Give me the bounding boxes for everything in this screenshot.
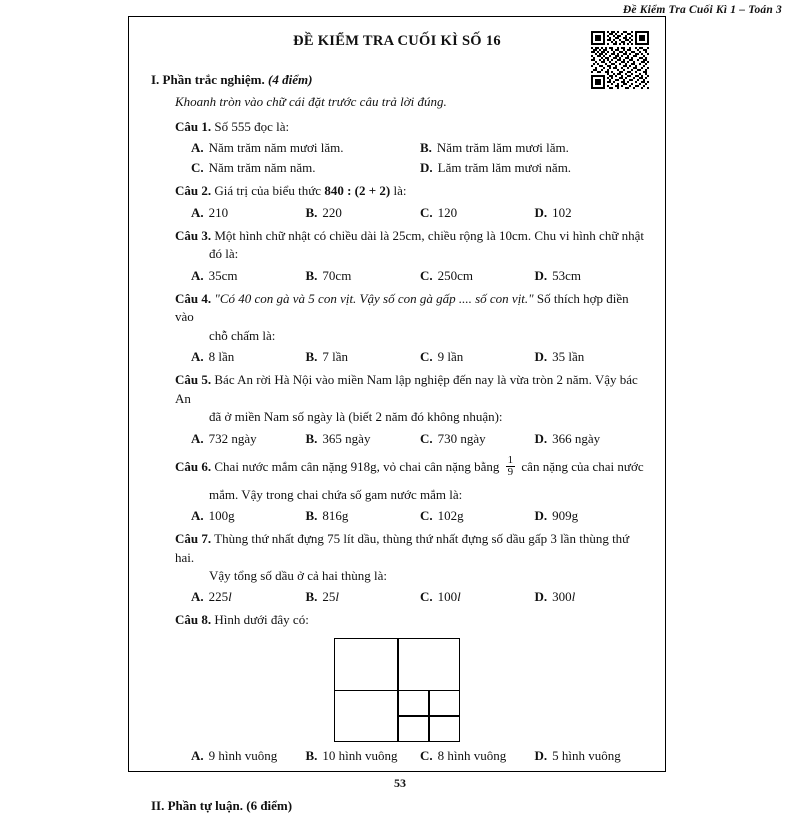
- question-6-text-pre: Chai nước mắm cân nặng 918g, vỏ chai cân nặng bằng: [214, 458, 503, 474]
- option-text: 102: [552, 204, 572, 220]
- option-text: 5 hình vuông: [552, 747, 621, 763]
- question-1-text: Số 555 đọc là:: [214, 119, 290, 134]
- section-1-instruction: Khoanh tròn vào chữ cái đặt trước câu trả lời đúng.: [175, 94, 447, 109]
- question-7-text: Thùng thứ nhất đựng 75 lít dầu, thùng thứ nhất đựng số dầu gấp 3 lần thùng thứ hai.: [175, 531, 630, 565]
- option-letter: A.: [191, 508, 204, 524]
- option-letter: D.: [534, 349, 548, 365]
- question-8-text: Hình dưới đây có:: [214, 612, 309, 628]
- question-5-text-cont: đã ở miền Nam số ngày là (biết 2 năm đó không nhuận):: [209, 409, 503, 425]
- running-head: Đề Kiểm Tra Cuối Kì 1 – Toán 3: [622, 4, 782, 16]
- option-c[interactable]: [420, 349, 535, 365]
- option-letter: B.: [305, 267, 318, 283]
- squares-diagram: [334, 638, 460, 742]
- option-d[interactable]: [535, 268, 650, 284]
- option-letter: C.: [420, 267, 433, 283]
- option-letter: A.: [191, 267, 204, 283]
- question-5-label: Câu 5.: [175, 372, 212, 388]
- option-d[interactable]: [535, 205, 650, 221]
- question-8-label: Câu 8.: [175, 612, 212, 628]
- question-7-text-cont: Vậy tổng số dầu ở cả hai thùng là:: [209, 567, 388, 583]
- question-1-options: [191, 140, 649, 156]
- page-number: 53: [394, 776, 406, 790]
- question-2-label: Câu 2.: [175, 183, 212, 199]
- option-unit: l: [457, 589, 461, 605]
- question-1-label: Câu 1.: [175, 119, 212, 134]
- question-7-options: [191, 589, 649, 605]
- section-2-label: II. Phần tự luận.: [151, 797, 243, 813]
- option-text: 35 lần: [552, 349, 585, 365]
- option-text: 53cm: [552, 267, 582, 283]
- option-text: 220: [322, 204, 342, 220]
- question-3: [175, 227, 649, 264]
- option-a[interactable]: [191, 205, 306, 221]
- question-7-label: Câu 7.: [175, 531, 212, 547]
- option-letter: D.: [534, 204, 548, 220]
- qr-code-icon: [591, 31, 649, 89]
- option-text: 8 hình vuông: [437, 747, 507, 763]
- option-a[interactable]: [191, 268, 306, 284]
- option-text: 250cm: [437, 267, 474, 283]
- option-b[interactable]: [306, 205, 421, 221]
- option-b[interactable]: [306, 268, 421, 284]
- option-text: 365 ngày: [322, 430, 371, 446]
- option-b[interactable]: [306, 349, 421, 365]
- page-title: ĐỀ KIỂM TRA CUỐI KÌ SỐ 16: [293, 33, 501, 49]
- question-2-expression: 840 : (2 + 2): [324, 183, 391, 199]
- question-5-text: Bác An rời Hà Nội vào miền Nam lập nghiệp đến nay là vừa tròn 2 năm. Vậy bác An: [175, 372, 638, 406]
- option-text: 25: [322, 589, 336, 605]
- option-d[interactable]: [535, 508, 650, 524]
- option-a[interactable]: [191, 431, 306, 447]
- section-2-heading: [151, 790, 649, 814]
- option-d[interactable]: [535, 349, 650, 365]
- question-5: [175, 371, 649, 426]
- option-b[interactable]: [420, 140, 649, 156]
- option-b[interactable]: [306, 748, 421, 764]
- option-letter: A.: [191, 430, 204, 446]
- option-b[interactable]: [306, 589, 421, 605]
- section-1-heading: [151, 72, 649, 88]
- question-4-quote: "Có 40 con gà và 5 con vịt. Vậy số con gà gấp .... số con vịt.": [214, 290, 534, 306]
- question-3-text: Một hình chữ nhật có chiều dài là 25cm, chiều rộng là 10cm. Chu vi hình chữ nhật: [214, 227, 645, 243]
- option-text: 909g: [552, 508, 579, 524]
- option-text: 8 lần: [208, 349, 235, 365]
- question-4-text-post: Số thích hợp điền vào: [175, 290, 629, 325]
- option-letter: C.: [420, 747, 433, 763]
- option-unit: l: [571, 589, 576, 605]
- option-letter: D.: [534, 430, 548, 446]
- option-letter: B.: [305, 508, 318, 524]
- option-unit: l: [228, 589, 232, 605]
- option-c[interactable]: [420, 268, 535, 284]
- option-letter: C.: [420, 430, 433, 446]
- question-4-options: [191, 349, 649, 365]
- diagram-sub-horizontal-line: [397, 715, 459, 717]
- option-text: Năm trăm năm mươi lăm.: [208, 140, 344, 156]
- option-text: Năm trăm lăm mươi lăm.: [436, 140, 569, 156]
- question-8-figure: [145, 638, 649, 742]
- option-text: 730 ngày: [437, 430, 486, 446]
- question-4: [175, 290, 649, 345]
- option-a[interactable]: [191, 508, 306, 524]
- option-letter: D.: [534, 508, 548, 524]
- fraction-denominator: 9: [507, 466, 514, 479]
- option-c[interactable]: [420, 508, 535, 524]
- option-d[interactable]: [535, 589, 650, 605]
- option-letter: C.: [191, 160, 204, 176]
- option-text: 35cm: [208, 267, 238, 283]
- option-letter: C.: [420, 589, 433, 605]
- question-6: [175, 453, 649, 505]
- option-a[interactable]: [191, 589, 306, 605]
- option-c[interactable]: [420, 431, 535, 447]
- question-2-text-post: là:: [390, 183, 407, 199]
- option-text: 7 lần: [322, 349, 349, 365]
- option-text: 70cm: [322, 267, 352, 283]
- option-d[interactable]: [535, 431, 650, 447]
- option-c[interactable]: [191, 160, 420, 176]
- option-text: 210: [208, 204, 229, 220]
- option-letter: A.: [191, 747, 204, 763]
- option-c[interactable]: [420, 748, 535, 764]
- question-2-options: [191, 205, 649, 221]
- option-text: 10 hình vuông: [322, 747, 398, 763]
- question-3-options: [191, 268, 649, 284]
- option-a[interactable]: [191, 349, 306, 365]
- option-d[interactable]: [535, 748, 650, 764]
- question-4-text-cont: chỗ chấm là:: [209, 327, 276, 343]
- question-6-text-post: cân nặng của chai nước: [518, 458, 644, 474]
- option-letter: D.: [534, 267, 548, 283]
- option-text: 120: [437, 204, 458, 220]
- question-2: [175, 182, 649, 200]
- option-text: 816g: [322, 508, 349, 524]
- question-6-options: [191, 508, 649, 524]
- question-7: [175, 530, 649, 585]
- question-3-text-cont: đó là:: [209, 246, 239, 262]
- option-c[interactable]: [420, 589, 535, 605]
- option-letter: A.: [191, 349, 204, 365]
- exam-sheet: [128, 16, 666, 813]
- option-a[interactable]: [191, 748, 306, 764]
- option-letter: C.: [420, 204, 433, 220]
- question-6-label: Câu 6.: [175, 458, 212, 474]
- question-1-options-row2: [191, 160, 649, 176]
- question-6-text-cont: mắm. Vậy trong chai chứa số gam nước mắm là:: [209, 486, 463, 502]
- option-text: 9 lần: [437, 349, 464, 365]
- option-letter: B.: [305, 589, 318, 605]
- diagram-horizontal-line: [335, 690, 459, 692]
- option-a[interactable]: [191, 140, 420, 156]
- option-letter: D.: [420, 160, 433, 176]
- option-text: Lăm trăm lăm mươi năm.: [437, 160, 572, 176]
- option-text: 9 hình vuông: [208, 747, 278, 763]
- fraction-numerator: 1: [507, 453, 514, 466]
- option-text: 102g: [437, 508, 464, 524]
- option-letter: B.: [305, 747, 318, 763]
- option-b[interactable]: [306, 508, 421, 524]
- option-letter: B.: [420, 140, 432, 156]
- option-letter: A.: [191, 204, 204, 220]
- option-text: Năm trăm năm năm.: [208, 160, 316, 176]
- option-text: 100: [437, 589, 458, 605]
- option-text: 100g: [208, 508, 235, 524]
- option-text: 732 ngày: [208, 430, 257, 446]
- question-3-label: Câu 3.: [175, 227, 212, 243]
- option-letter: B.: [305, 204, 318, 220]
- fraction: [506, 455, 516, 479]
- option-text: 366 ngày: [552, 430, 601, 446]
- option-unit: l: [335, 589, 340, 605]
- option-text: 300: [552, 589, 572, 605]
- option-b[interactable]: [306, 431, 421, 447]
- section-1-points: (4 điểm): [268, 72, 313, 87]
- question-4-label: Câu 4.: [175, 290, 212, 306]
- option-d[interactable]: [420, 160, 649, 176]
- option-letter: D.: [534, 747, 548, 763]
- option-letter: B.: [305, 430, 318, 446]
- question-2-text-pre: Giá trị của biểu thức: [214, 183, 325, 199]
- section-1-label: I. Phần trắc nghiệm.: [151, 72, 265, 87]
- section-2-points: (6 điểm): [246, 797, 293, 813]
- option-letter: A.: [191, 140, 204, 156]
- option-letter: A.: [191, 589, 204, 605]
- option-c[interactable]: [420, 205, 535, 221]
- option-letter: B.: [305, 349, 318, 365]
- question-8: [175, 611, 649, 629]
- question-1: [175, 118, 649, 136]
- question-8-options: [191, 748, 649, 764]
- option-text: 225: [208, 589, 229, 605]
- question-5-options: [191, 431, 649, 447]
- option-letter: C.: [420, 349, 433, 365]
- option-letter: C.: [420, 508, 433, 524]
- option-letter: D.: [534, 589, 548, 605]
